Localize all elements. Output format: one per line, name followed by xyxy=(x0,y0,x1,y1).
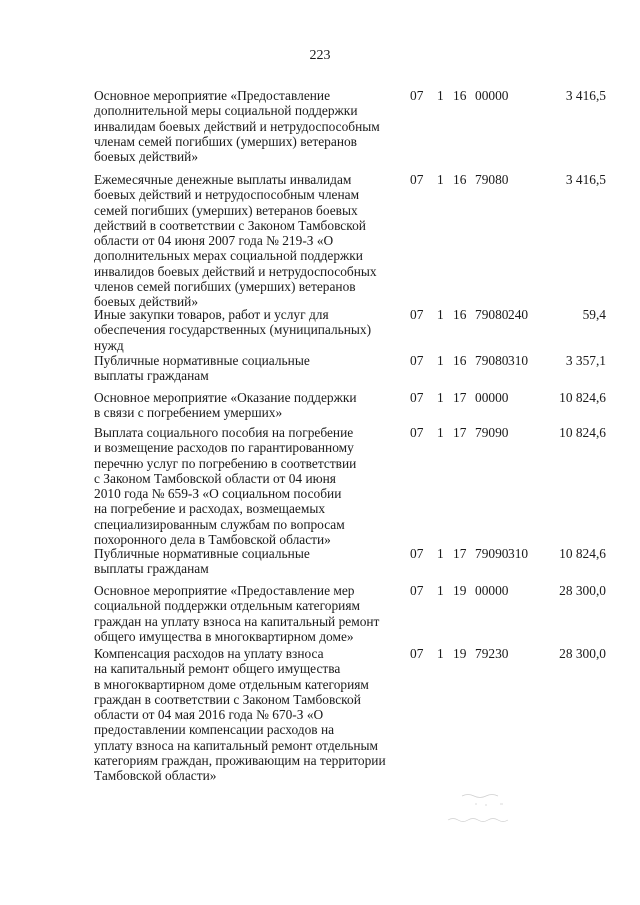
row-description xyxy=(94,88,399,164)
description-line: категориям граждан, проживающим на территории xyxy=(94,753,386,769)
description-line: Тамбовской области» xyxy=(94,768,217,784)
code-section: 07 xyxy=(410,646,424,661)
code-subprogram: 17 xyxy=(453,546,467,561)
description-line: в связи с погребением умерших» xyxy=(94,405,283,421)
code-section: 07 xyxy=(410,546,424,561)
description-line: граждан в соответствии с Законом Тамбовской xyxy=(94,691,361,707)
code-program: 1 xyxy=(437,546,444,561)
code-subprogram: 16 xyxy=(453,307,467,322)
description-line: дополнительной меры социальной поддержки xyxy=(94,103,358,119)
code-program: 1 xyxy=(437,172,444,187)
code-section: 07 xyxy=(410,390,424,405)
description-line: области от 04 мая 2016 года № 670-З «О xyxy=(94,707,324,723)
description-line: Основное мероприятие «Предоставление xyxy=(94,88,331,103)
description-line: Основное мероприятие «Предоставление мер xyxy=(94,583,355,598)
amount: 10 824,6 xyxy=(559,390,606,405)
code-subprogram: 16 xyxy=(453,172,467,187)
description-line: Иные закупки товаров, работ и услуг для xyxy=(94,307,329,322)
description-line: на погребение и расходах, возмещаемых xyxy=(94,501,326,517)
description-line: инвалидам боевых действий и нетрудоспособным xyxy=(94,118,380,134)
description-line: общего имущества в многоквартирном доме» xyxy=(94,628,354,644)
description-line: нужд xyxy=(94,337,124,353)
description-line: на капитальный ремонт общего имущества xyxy=(94,661,341,677)
description-line: специализированным службам по вопросам xyxy=(94,516,345,532)
description-line: боевых действий» xyxy=(94,149,199,165)
row-description xyxy=(94,353,399,384)
amount: 3 416,5 xyxy=(565,172,606,187)
code-program: 1 xyxy=(437,583,444,598)
code-direction: 79080 xyxy=(475,307,509,322)
description-line: и возмещение расходов по гарантированному xyxy=(94,440,354,456)
code-section: 07 xyxy=(410,583,424,598)
amount: 59,4 xyxy=(582,307,606,322)
code-subprogram: 17 xyxy=(453,425,467,440)
description-line: Ежемесячные денежные выплаты инвалидам xyxy=(94,172,352,187)
description-line: семей погибших (умерших) ветеранов боевых xyxy=(94,202,358,218)
description-line: Публичные нормативные социальные xyxy=(94,353,310,368)
description-line: Выплата социального пособия на погребение xyxy=(94,425,354,440)
description-line: Основное мероприятие «Оказание поддержки xyxy=(94,390,357,405)
description-line: предоставлении компенсации расходов на xyxy=(94,722,335,738)
amount: 28 300,0 xyxy=(559,646,606,661)
row-description xyxy=(94,646,399,784)
amount: 3 357,1 xyxy=(565,353,606,368)
description-line: социальной поддержки отдельным категориям xyxy=(94,598,360,614)
description-line: обеспечения государственных (муниципальных) xyxy=(94,322,372,338)
description-line: похоронного дела в Тамбовской области» xyxy=(94,532,331,548)
code-subprogram: 16 xyxy=(453,353,467,368)
amount: 3 416,5 xyxy=(565,88,606,103)
code-direction: 00000 xyxy=(475,583,509,598)
code-program: 1 xyxy=(437,307,444,322)
row-description xyxy=(94,307,399,353)
code-section: 07 xyxy=(410,172,424,187)
description-line: Компенсация расходов на уплату взноса xyxy=(94,646,324,661)
amount: 10 824,6 xyxy=(559,425,606,440)
code-direction: 79090 xyxy=(475,546,509,561)
description-line: 2010 года № 659-З «О социальном пособии xyxy=(94,486,342,502)
code-section: 07 xyxy=(410,353,424,368)
code-program: 1 xyxy=(437,646,444,661)
amount: 10 824,6 xyxy=(559,546,606,561)
description-line: членам семей погибших (умерших) ветеранов xyxy=(94,133,358,149)
description-line: в многоквартирном доме отдельным категориям xyxy=(94,676,369,692)
code-subprogram: 19 xyxy=(453,646,467,661)
description-line: выплаты гражданам xyxy=(94,561,209,577)
code-direction: 00000 xyxy=(475,88,509,103)
code-direction: 79090 xyxy=(475,425,509,440)
description-line: с Законом Тамбовской области от 04 июня xyxy=(94,470,336,486)
code-section: 07 xyxy=(410,307,424,322)
code-subprogram: 16 xyxy=(453,88,467,103)
description-line: дополнительных мерах социальной поддержки xyxy=(94,248,363,264)
expense-type: 310 xyxy=(508,353,529,368)
page-number: 223 xyxy=(309,48,331,63)
description-line: Публичные нормативные социальные xyxy=(94,546,310,561)
code-section: 07 xyxy=(410,425,424,440)
code-subprogram: 19 xyxy=(453,583,467,598)
expense-type: 310 xyxy=(508,546,529,561)
row-description xyxy=(94,425,399,547)
code-program: 1 xyxy=(437,88,444,103)
code-section: 07 xyxy=(410,88,424,103)
row-description xyxy=(94,390,399,421)
row-description xyxy=(94,546,399,577)
description-line: области от 04 июня 2007 года № 219-З «О xyxy=(94,233,334,249)
code-direction: 79080 xyxy=(475,353,509,368)
description-line: уплату взноса на капитальный ремонт отдельным xyxy=(94,737,379,753)
description-line: инвалидов боевых действий и нетрудоспособных xyxy=(94,263,377,279)
description-line: перечню услуг по погребению в соответствии xyxy=(94,455,357,471)
row-description xyxy=(94,583,399,644)
code-program: 1 xyxy=(437,425,444,440)
amount: 28 300,0 xyxy=(559,583,606,598)
expense-type: 240 xyxy=(508,307,529,322)
code-direction: 00000 xyxy=(475,390,509,405)
description-line: выплаты гражданам xyxy=(94,368,209,384)
code-program: 1 xyxy=(437,390,444,405)
description-line: граждан на уплату взноса на капитальный ремонт xyxy=(94,613,380,629)
faint-stamp-marks xyxy=(440,788,550,836)
description-line: действий в соответствии с Законом Тамбовской xyxy=(94,217,366,233)
code-direction: 79080 xyxy=(475,172,509,187)
description-line: боевых действий» xyxy=(94,294,199,310)
description-line: боевых действий и нетрудоспособным членам xyxy=(94,187,360,203)
description-line: членов семей погибших (умерших) ветеранов xyxy=(94,279,356,295)
code-program: 1 xyxy=(437,353,444,368)
row-description xyxy=(94,172,399,310)
code-subprogram: 17 xyxy=(453,390,467,405)
code-direction: 79230 xyxy=(475,646,509,661)
